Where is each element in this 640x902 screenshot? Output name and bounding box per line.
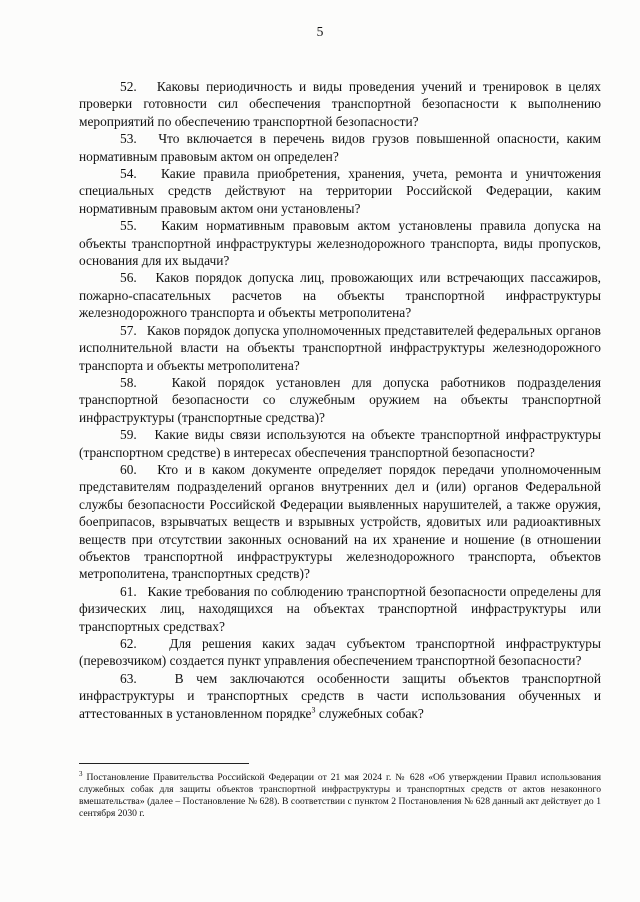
question-53: [79, 130, 601, 165]
question-text: Каков порядок допуска уполномоченных представителей федеральных органов исполнительной власти на объекты транспортной инфраструктуры железнодорожного транспорта и объекты метрополитена?: [79, 322, 601, 373]
question-56: [79, 269, 601, 321]
footnote-divider: [79, 763, 249, 764]
footnote-text: Постановление Правительства Российской Федерации от 21 мая 2024 г. № 628 «Об утверждении Правил использования служебных собак для защиты объектов транспортной инфраструктуры и транспортных средств от актов незаконного вмешательства» (далее – Постановление № 628). В соответствии с пунктом 2 Постановления № 628 данный акт действует до 1 сентября 2030 г.: [79, 772, 601, 819]
question-57: [79, 322, 601, 374]
question-number: 57.: [120, 322, 137, 338]
question-62: [79, 635, 601, 670]
question-text: Каковы периодичность и виды проведения учений и тренировок в целях проверки готовности сил обеспечения транспортной безопасности к выполнению мероприятий по обеспечению транспортной безопасности?: [79, 79, 602, 129]
question-text: Что включается в перечень видов грузов повышенной опасности, каким нормативным правовым актом он определен?: [79, 131, 601, 164]
footnote-marker: 3: [79, 769, 83, 778]
footnote: [79, 769, 601, 820]
question-61: [79, 583, 601, 635]
question-text: Какой порядок установлен для допуска работников подразделения транспортной безопасности со служебным оружием на объекты транспортной инфраструктуры (транспортные средства)?: [79, 374, 601, 425]
question-54: [79, 165, 601, 217]
question-text: Для решения каких задач субъектом транспортной инфраструктуры (перевозчиком) создается пункт управления обеспечением транспортной безопасности?: [79, 636, 601, 669]
footnote-reference[interactable]: 3: [311, 705, 316, 715]
question-number: 62.: [120, 636, 137, 651]
question-number: 63.: [120, 670, 137, 686]
question-number: 52.: [120, 79, 137, 94]
question-text: Какие правила приобретения, хранения, учета, ремонта и уничтожения специальных средств действуют на территории Российской Федерации, каким нормативным правовым актом они установлены?: [79, 166, 601, 216]
question-60: [79, 461, 601, 583]
question-number: 56.: [120, 270, 137, 286]
question-number: 61.: [120, 583, 137, 599]
question-number: 59.: [120, 427, 137, 443]
question-text: В чем заключаются особенности защиты объектов транспортной инфраструктуры и транспортных средств в части использования обученных и аттестованных в установленном порядке: [79, 670, 601, 721]
question-58: [79, 374, 601, 426]
question-52: [79, 78, 601, 130]
question-text: Каким нормативным правовым актом установлены правила допуска на объекты транспортной инфраструктуры железнодорожного транспорта, виды пропусков, основания для их выдачи?: [79, 218, 601, 269]
question-number: 58.: [120, 374, 137, 390]
question-number: 53.: [120, 131, 137, 147]
question-59: [79, 426, 601, 461]
question-text: Какие виды связи используются на объекте транспортной инфраструктуры (транспортном средстве) в интересах обеспечения транспортной безопасности?: [79, 427, 602, 460]
question-63: [79, 670, 601, 722]
question-number: 60.: [120, 461, 137, 477]
question-text: Каков порядок допуска лиц, провожающих или встречающих пассажиров, пожарно-спасательных расчетов на объекты транспортной инфраструктуры железнодорожного транспорта и объекты метрополитена?: [79, 270, 602, 321]
question-text: Кто и в каком документе определяет порядок передачи уполномоченным представителям подразделений органов внутренних дел и (или) органов Федеральной службы безопасности Российской Федерации выявленных нарушителей, а также оружия, боеприпасов, взрывчатых веществ и взрывных устройств, ядовитых или радиоактивных веществ при отсутствии законных оснований на их хранение и ношение (в отношении объектов транспортной инфраструктуры железнодорожного транспорта, объектов метрополитена, транспортных средств)?: [79, 461, 601, 582]
question-number: 54.: [120, 166, 137, 182]
question-list: [79, 78, 601, 722]
question-text: Какие требования по соблюдению транспортной безопасности определены для физических лиц, находящихся на объектах транспортной инфраструктуры или транспортных средствах?: [79, 583, 601, 634]
question-number: 55.: [120, 218, 137, 234]
question-text-end: служебных собак?: [315, 705, 424, 721]
page-number: 5: [316, 24, 324, 39]
question-55: [79, 217, 601, 269]
